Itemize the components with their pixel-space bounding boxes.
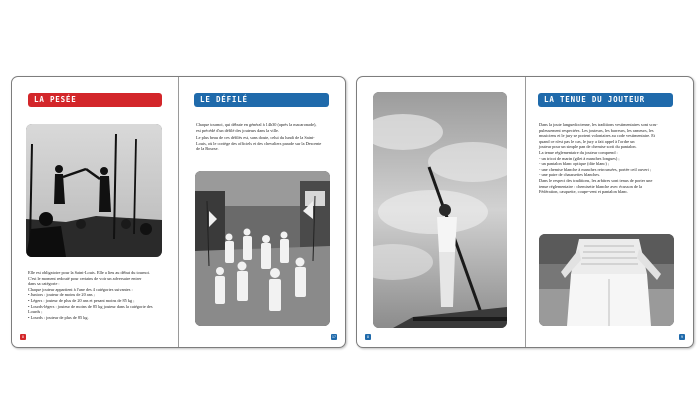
- pesee-text: [28, 270, 168, 320]
- pesee-line: • Légers : jouteur de plus de 20 ans et pesant moins de 85 kg ;: [28, 297, 135, 303]
- pesee-line: Chaque jouteur appartient à l'une des 4 catégories suivantes :: [28, 286, 133, 292]
- tenue-line: quand ce n'est pas le cas, le jury a fait appel à l'ordre un: [539, 138, 635, 144]
- tenue-line: - une paire de chaussettes blanches.: [539, 172, 601, 178]
- section-title-la-tenue-du-jouteur: LA TENUE DU JOUTEUR: [538, 93, 673, 107]
- defile-line: de la Bourse.: [196, 146, 219, 152]
- tenue-line: puleusement respectées. Les jouteurs, les barreurs, les rameurs, les: [539, 127, 654, 133]
- photo-jouteur-back: [539, 234, 674, 326]
- pesee-line: • Lourds : jouteur de plus de 85 kg.: [28, 314, 89, 320]
- photo-weighing: [26, 124, 162, 257]
- tenue-line: jouteur pour un simple pan de chemise sorti du pantalon.: [539, 144, 637, 150]
- defile-line: Le plus beau de ces défilés est, sans doute, celui du lundi de la Saint-: [196, 135, 315, 141]
- tenue-line: Dans la joute languedocienne, les traditions vestimentaires sont scru-: [539, 122, 658, 127]
- section-title-la-pesee: LA PESÉE: [28, 93, 162, 107]
- tenue-line: Dans le respect des traditions, les arbitres sont tenus de porter une: [539, 177, 653, 183]
- defile-line: est précédé d'un défilé des jouteurs dans la ville.: [196, 127, 279, 133]
- pesee-line: • Lourds-légers : jouteur de moins de 85 kg jouteur dans la catégorie des: [28, 303, 153, 309]
- pesee-line: • Juniors : jouteur de moins de 20 ans ;: [28, 292, 95, 298]
- tenue-line: - une chemise blanche à manches retroussées, portée ceil ouvert ;: [539, 166, 652, 172]
- tenue-line: tenue réglementaire : chemisette blanche avec écusson de la: [539, 183, 643, 189]
- tenue-line: La tenue réglementaire du jouteur comprend :: [539, 149, 618, 155]
- pesee-line: C'est le moment redouté pour certains de voir un adversaire entrer: [28, 275, 142, 281]
- page-jouteur-photo: [357, 77, 525, 347]
- defile-text: [196, 122, 336, 152]
- photo-jouteur-lance: [373, 92, 507, 328]
- booklet-spread-right: [356, 76, 694, 348]
- pesee-line: dans sa catégorie :: [28, 281, 60, 287]
- tenue-line: - un tricot de marin (gilet à manches longues) ;: [539, 155, 620, 161]
- page-number: 17: [332, 335, 336, 339]
- defile-line: Chaque tournoi, qui débute en général à 14h30 (après la macaronade),: [196, 122, 317, 127]
- section-title-le-defile: LE DÉFILÉ: [194, 93, 329, 107]
- pesee-line: Elle est obligatoire pour la Saint-Louis. Elle a lieu au début du tournoi.: [28, 270, 150, 275]
- page-la-pesee: [12, 77, 178, 347]
- tenue-line: musiciens et le jury se portent volontaires au code vestimentaire. Et: [539, 133, 656, 139]
- tenue-text: [539, 122, 684, 195]
- defile-line: Louis, où le cortège des officiels et des chevaliers parade sur la Descente: [196, 140, 322, 146]
- page-la-tenue-du-jouteur: [526, 77, 693, 347]
- tenue-line: - un pantalon blanc optique (dite blanc) ;: [539, 161, 610, 167]
- photo-parade: [195, 171, 330, 326]
- tenue-line: Fédération, casquette, coupe-vent et pantalon blanc.: [539, 189, 629, 195]
- page-number: 8: [365, 334, 371, 340]
- page-number: 8: [20, 334, 26, 340]
- page-number: 9: [679, 334, 685, 340]
- booklet-spread-left: [11, 76, 346, 348]
- page-le-defile: [179, 77, 345, 347]
- pesee-line: Lourds ;: [28, 309, 43, 315]
